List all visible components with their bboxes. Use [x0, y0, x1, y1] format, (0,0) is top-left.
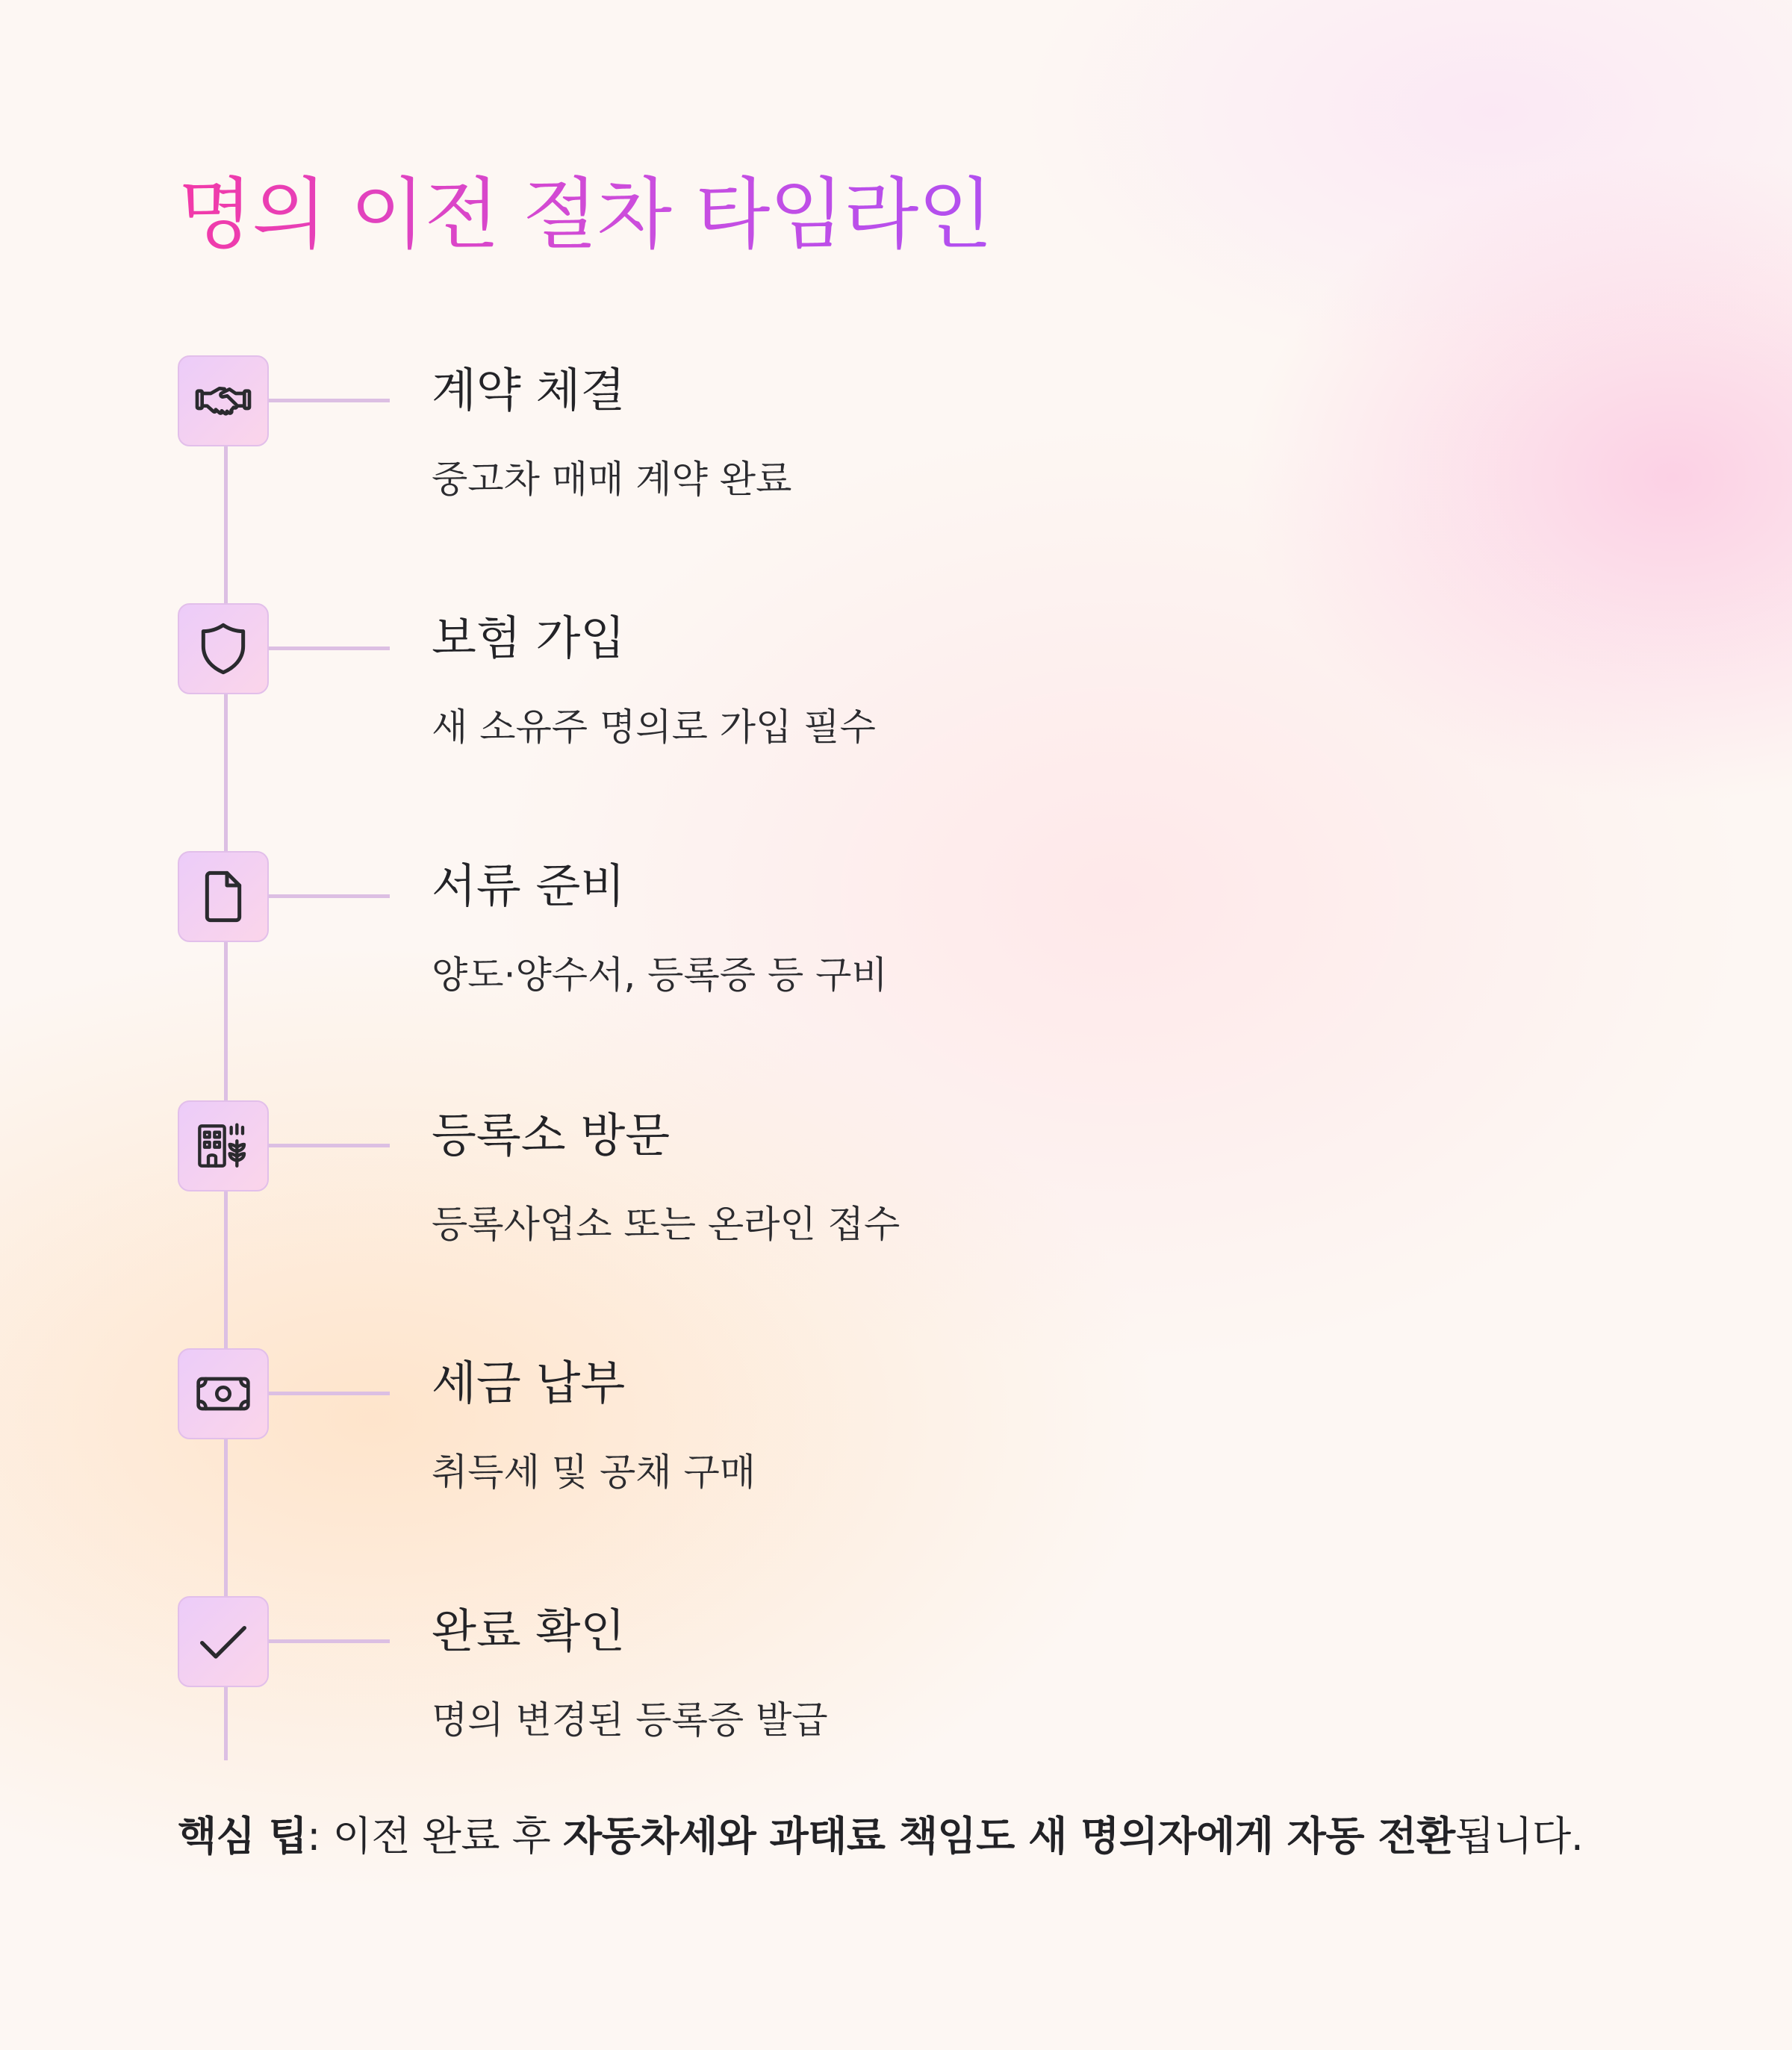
step-title: 서류 준비 [432, 859, 626, 913]
timeline-step-tax-payment [0, 1348, 1792, 1572]
step-icon-box [178, 851, 269, 942]
step-connector [269, 647, 390, 650]
step-description: 등록사업소 또는 온라인 접수 [432, 1203, 900, 1246]
step-description: 중고차 매매 계약 완료 [432, 458, 792, 501]
step-title: 보험 가입 [432, 611, 626, 665]
timeline-step-insurance [0, 603, 1792, 827]
step-icon-box [178, 1596, 269, 1687]
handshake-icon [193, 371, 253, 431]
step-icon-box [178, 355, 269, 446]
tip-emphasis: 자동차세와 과태료 책임도 새 명의자에게 자동 전환 [562, 1813, 1455, 1860]
tip-label: 핵심 팁 [178, 1813, 308, 1860]
step-description: 새 소유주 명의로 가입 필수 [432, 705, 876, 749]
step-title: 세금 납부 [432, 1356, 626, 1410]
timeline-step-completion [0, 1596, 1792, 1820]
step-connector [269, 1392, 390, 1395]
tip-separator: : [307, 1813, 333, 1860]
step-title: 등록소 방문 [432, 1108, 671, 1162]
step-connector [269, 894, 390, 898]
step-connector [269, 1144, 390, 1147]
step-title: 완료 확인 [432, 1604, 626, 1658]
step-icon-box [178, 1100, 269, 1191]
shield-icon [193, 619, 253, 679]
step-description: 명의 변경된 등록증 발급 [432, 1698, 828, 1742]
timeline-step-documents [0, 851, 1792, 1075]
page-title: 명의 이전 절차 타임라인 [178, 169, 992, 260]
tip-text: 이전 완료 후 [332, 1813, 563, 1860]
step-connector [269, 399, 390, 402]
tip-text-end: 됩니다. [1455, 1813, 1584, 1860]
timeline-step-registry-visit [0, 1100, 1792, 1324]
step-icon-box [178, 603, 269, 694]
step-connector [269, 1639, 390, 1643]
key-tip [178, 1813, 1583, 1861]
step-icon-box [178, 1348, 269, 1439]
step-title: 계약 체결 [432, 363, 626, 417]
banknote-icon [193, 1364, 253, 1424]
government-building-icon [193, 1116, 253, 1176]
step-description: 취득세 및 공채 구매 [432, 1451, 756, 1494]
checkmark-icon [193, 1612, 253, 1672]
document-icon [193, 867, 253, 926]
timeline-step-contract [0, 355, 1792, 579]
step-description: 양도·양수서, 등록증 등 구비 [432, 953, 888, 997]
